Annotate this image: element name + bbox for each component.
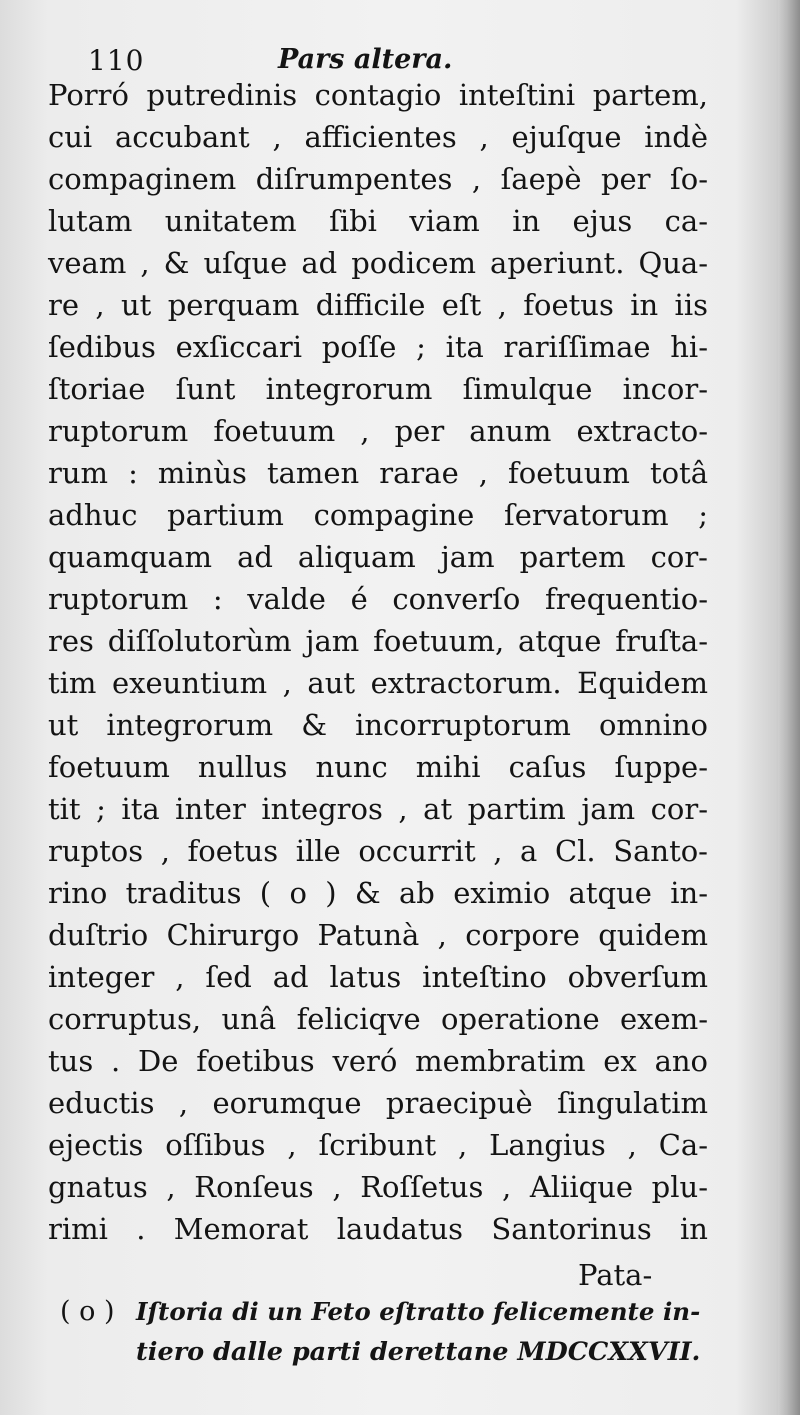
text-line: ruptorum : valde é converſo frequentio-	[48, 582, 708, 616]
text-line: ſedibus exſiccari poſſe ; ita rariſſimae hi-	[48, 330, 708, 364]
text-line: foetuum nullus nunc mihi caſus ſuppe-	[48, 750, 708, 784]
text-line: Porró putredinis contagio inteſtini partem,	[48, 78, 708, 112]
text-line: ruptorum foetuum , per anum extracto-	[48, 414, 708, 448]
main-text-block	[48, 74, 708, 1250]
footnote-text: tiero dalle parti derettane MDCCXXVII.	[136, 1337, 701, 1367]
text-line: re , ut perquam difficile eſt , foetus in iis	[48, 288, 708, 322]
text-line: veam , & uſque ad podicem aperiunt. Qua-	[48, 246, 708, 280]
text-line: ruptos , foetus ille occurrit , a Cl. Santo-	[48, 834, 708, 868]
text-line: tim exeuntium , aut extractorum. Equidem	[48, 666, 708, 700]
footnote-text: Iſtoria di un Feto eſtratto felicemente in-	[136, 1297, 701, 1326]
page-number: 110	[88, 44, 145, 77]
text-line: res diſſolutorùm jam foetuum, atque fruſta-	[48, 624, 708, 658]
text-line: eductis , eorumque praecipuè ſingulatim	[48, 1086, 708, 1120]
text-line: compaginem diſrumpentes , ſaepè per ſo-	[48, 162, 708, 196]
text-line: corruptus, unâ feliciqve operatione exem-	[48, 1002, 708, 1036]
text-line: lutam unitatem ſibi viam in ejus ca-	[48, 204, 708, 238]
catchword: Pata-	[578, 1258, 653, 1292]
running-title: Pars altera.	[278, 44, 453, 75]
text-line: ut integrorum & incorruptorum omnino	[48, 708, 708, 742]
text-line: tus . De foetibus veró membratim ex ano	[48, 1044, 708, 1078]
footnote-line	[60, 1332, 710, 1372]
text-line: quamquam ad aliquam jam partem cor-	[48, 540, 708, 574]
text-line: integer , ſed ad latus inteſtino obverſum	[48, 960, 708, 994]
text-line: ejectis oſſibus , ſcribunt , Langius , Ca-	[48, 1128, 708, 1162]
text-line: ſtoriae ſunt integrorum ſimulque incor-	[48, 372, 708, 406]
text-line: gnatus , Ronſeus , Roſſetus , Aliique plu-	[48, 1170, 708, 1204]
text-line: duſtrio Chirurgo Patunà , corpore quidem	[48, 918, 708, 952]
text-line: tit ; ita inter integros , at partim jam cor-	[48, 792, 708, 826]
text-line: adhuc partium compagine ſervatorum ;	[48, 498, 708, 532]
text-line: rum : minùs tamen rarae , foetuum totâ	[48, 456, 708, 490]
text-line: rimi . Memorat laudatus Santorinus in	[48, 1212, 708, 1246]
text-line: cui accubant , afficientes , ejuſque indè	[48, 120, 708, 154]
footnote-marker: ( o )	[60, 1296, 115, 1327]
footnote-line	[60, 1292, 710, 1332]
page-edge-shadow	[778, 0, 800, 1415]
footnote	[60, 1292, 710, 1372]
text-line: rino traditus ( o ) & ab eximio atque in-	[48, 876, 708, 910]
